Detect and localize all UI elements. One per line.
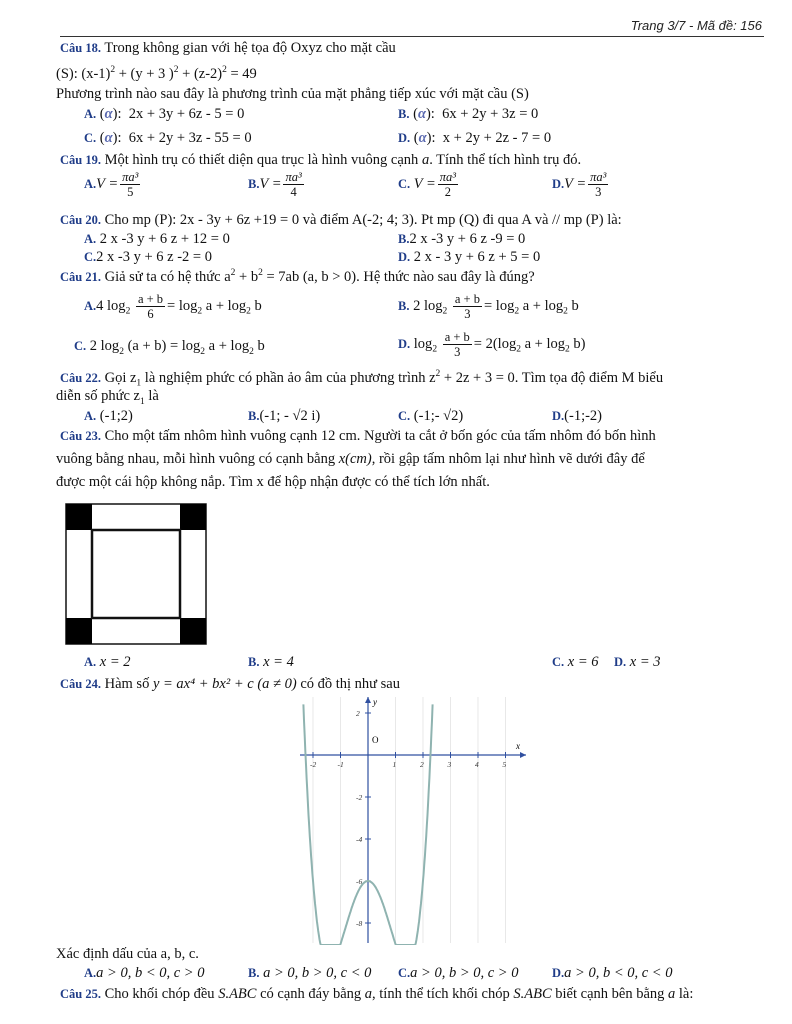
q25-line [60, 986, 693, 1003]
q25-sabc-2: S.ABC [513, 986, 552, 1002]
option-text: x = 2 [99, 654, 131, 670]
q20-number: Câu 20. [60, 213, 101, 227]
option-text: a > 0, b > 0, c > 0 [410, 965, 519, 981]
log-text: b) [569, 335, 586, 352]
q18-eq-part4: = 49 [226, 65, 257, 82]
x-tick-label: 4 [475, 760, 479, 769]
option-text: 2 x -3 y + 6 z -9 = 0 [409, 231, 526, 247]
q23-option-a[interactable] [84, 654, 131, 671]
option-label: A. [84, 107, 97, 121]
q25-number: Câu 25. [60, 987, 101, 1001]
q24-text-b: có đồ thị như sau [300, 676, 400, 692]
q18-option-b[interactable]: B. (α): 6x + 2y + 3z = 0 [398, 106, 539, 122]
log-base: 2 [442, 306, 448, 317]
q24-option-b[interactable] [248, 965, 371, 982]
log-text: b [253, 338, 265, 354]
q19-option-c[interactable] [398, 170, 460, 199]
q21-option-d[interactable] [398, 330, 585, 359]
log-base: 2 [125, 306, 131, 317]
q22-number: Câu 22. [60, 370, 101, 385]
option-label: B. [248, 176, 260, 191]
q22-line2 [56, 388, 159, 407]
frac-den: 2 [444, 185, 452, 199]
option-text: 2 x - 3 y + 6 z + 5 = 0 [413, 249, 541, 265]
q22-sq: 2 [435, 369, 441, 379]
q22-line2-b: là [144, 388, 159, 404]
q24-number: Câu 24. [60, 677, 101, 691]
option-frac [588, 170, 608, 199]
option-label: C. [398, 409, 411, 423]
option-text: 2 x -3 y + 6 z -2 = 0 [96, 249, 212, 265]
frac-num: πa³ [590, 170, 607, 184]
q18-question: Phương trình nào sau đây là phương trình của mặt phẳng tiếp xúc với mặt cầu (S) [56, 86, 529, 102]
log-base: 2 [432, 344, 438, 355]
option-frac [443, 330, 472, 359]
q25-text-e: là: [678, 986, 694, 1002]
corner-cut-top-right [180, 504, 206, 530]
q22-sub: 1 [136, 378, 142, 389]
x-axis-arrow [520, 752, 526, 758]
q23-line1 [60, 428, 656, 445]
q22-text-c: + 2z + 3 = 0. Tìm tọa độ điểm M biểu [440, 369, 664, 386]
option-v: V = [564, 175, 587, 192]
option-label: A. [84, 966, 97, 980]
option-label: A. [84, 232, 97, 246]
q24-text-a: Hàm số [104, 676, 150, 692]
log-text: a + log [520, 335, 565, 352]
q18-sq3: 2 [222, 65, 227, 75]
x-tick-label: 2 [420, 760, 424, 769]
log-text: = log [167, 297, 198, 314]
q18-option-d[interactable]: D. (α): x + 2y + 2z - 7 = 0 [398, 130, 552, 146]
log-base: 2 [200, 346, 206, 357]
option-frac [283, 170, 303, 199]
x-tick-label: -1 [337, 760, 344, 769]
q21-text-c: = 7ab (a, b > 0). Hệ thức nào sau đây là đúng? [262, 268, 535, 285]
q20-option-c[interactable] [84, 249, 212, 266]
option-text: x + 2y + 2z - 7 = 0 [442, 130, 552, 146]
q21-option-c[interactable] [74, 338, 265, 357]
option-text: 2x + 3y + 6z - 5 = 0 [128, 106, 245, 122]
alpha-symbol: α [418, 130, 427, 146]
q23-var: x(cm) [338, 451, 372, 467]
option-label: D. [398, 336, 411, 351]
q24-function: y = ax⁴ + bx² + c (a ≠ 0) [152, 676, 297, 692]
quartic-function-graph [296, 693, 532, 945]
log-text: b [567, 297, 579, 314]
option-frac [136, 292, 165, 321]
q24-option-a[interactable] [84, 965, 204, 982]
option-label: D. [552, 966, 565, 980]
alpha-symbol: α [104, 130, 113, 146]
option-label: B. [248, 966, 260, 980]
q25-sabc: S.ABC [218, 986, 257, 1002]
q19-var: a [421, 152, 430, 168]
q22-text-a: Gọi z [104, 369, 137, 386]
q20-option-b[interactable] [398, 231, 525, 248]
q18-eq-part3: + (z-2) [178, 65, 223, 82]
option-label: C. [84, 250, 97, 264]
frac-den: 6 [147, 307, 154, 321]
x-tick-label: 1 [392, 760, 397, 769]
page-header: Trang 3/7 - Mã đề: 156 [630, 18, 762, 33]
log-base: 2 [514, 306, 520, 317]
q19-line [60, 152, 581, 169]
q19-option-b[interactable] [248, 170, 306, 199]
y-tick-label: 2 [356, 709, 360, 718]
option-frac [438, 170, 458, 199]
frac-num: πa³ [122, 170, 139, 184]
option-text: x = 3 [629, 654, 661, 670]
frac-num: πa³ [439, 170, 457, 184]
header-rule [60, 36, 764, 37]
q18-option-c[interactable]: C. (α): 6x + 2y + 3z - 55 = 0 [84, 130, 252, 146]
log-base: 2 [119, 346, 124, 357]
q20-text: Cho mp (P): 2x - 3y + 6z +19 = 0 và điểm A(-2; 4; 3). Pt mp (Q) đi qua A và // mp (P) là: [104, 212, 622, 228]
q25-text-a: Cho khối chóp đều [104, 986, 215, 1002]
frac-den: 5 [127, 185, 134, 199]
q18-eq-part2: + (y + 3 ) [115, 65, 174, 82]
q18-option-a[interactable]: A. (α): 2x + 3y + 6z - 5 = 0 [84, 106, 245, 122]
q22-option-b[interactable] [248, 408, 320, 425]
corner-cut-bottom-right [180, 618, 206, 644]
option-text: 2 x -3 y + 6 z + 12 = 0 [99, 231, 230, 247]
frac-den: 3 [454, 345, 461, 359]
option-label: D. [398, 131, 411, 145]
q19-number: Câu 19. [60, 153, 101, 167]
x-tick-label: 3 [447, 760, 452, 769]
q20-option-d[interactable] [398, 249, 540, 266]
option-text: (-1;- √2) [413, 408, 464, 424]
alpha-symbol: α [104, 106, 113, 122]
option-label: A. [84, 298, 97, 313]
q22-sub: 1 [139, 396, 145, 407]
log-text: 2 log [413, 297, 443, 314]
option-label: C. [398, 176, 411, 191]
frac-num: a + b [444, 330, 470, 344]
q25-a: a [364, 986, 373, 1002]
log-base: 2 [563, 306, 568, 317]
option-text: x = 4 [263, 654, 294, 670]
q19-option-a[interactable] [84, 170, 142, 199]
frac-num: a + b [454, 292, 480, 306]
option-text: (-1;-2) [564, 408, 602, 424]
q18-sq1: 2 [110, 65, 116, 75]
option-text: 6x + 2y + 3z = 0 [442, 106, 539, 122]
log-text: (a + b) = log [123, 338, 201, 354]
log-text: a + log [205, 338, 250, 354]
option-label: D. [552, 176, 565, 191]
axis-ticks [310, 709, 507, 928]
option-label: A. [84, 655, 97, 669]
y-tick-label: -8 [356, 919, 363, 928]
q21-line [60, 268, 535, 286]
option-frac [453, 292, 482, 321]
x-tick-label: 5 [502, 760, 507, 769]
option-text: (-1;2) [99, 408, 133, 424]
corner-cut-top-left [66, 504, 92, 530]
q18-eq-part1: (S): (x-1) [56, 65, 111, 82]
option-label: D. [552, 409, 565, 423]
log-base: 2 [249, 346, 254, 357]
option-label: D. [398, 250, 411, 264]
frac-num: πa³ [285, 170, 302, 184]
q23-text2b: , rồi gập tấm nhôm lại như hình vẽ dưới đây để [371, 451, 645, 467]
q18-line1 [60, 40, 396, 57]
option-text: a > 0, b < 0, c > 0 [96, 965, 205, 981]
q22-line2-a: diễn số phức z [56, 388, 140, 404]
q23-line3: được một cái hộp không nắp. Tìm x để hộp nhận được có thể tích lớn nhất. [56, 474, 490, 490]
option-label: B. [248, 655, 260, 669]
origin-label: O [372, 735, 379, 745]
log-text: = 2(log [473, 335, 517, 352]
q19-option-d[interactable] [552, 170, 610, 199]
y-tick-label: -6 [356, 877, 363, 886]
log-base: 2 [197, 306, 203, 317]
log-text: b [250, 297, 262, 314]
q25-text-d: biết cạnh bên bằng [555, 986, 665, 1002]
q23-option-b[interactable] [248, 654, 294, 671]
option-label: C. [74, 339, 87, 353]
q21-sq1: 2 [230, 268, 236, 278]
log-text: a + log [202, 297, 247, 314]
q21-text-a: Giả sử ta có hệ thức a [104, 268, 231, 285]
frac-den: 3 [464, 307, 471, 321]
x-tick-label: -2 [310, 760, 317, 769]
option-label: B. [398, 107, 410, 121]
option-label: C. [84, 131, 97, 145]
q19-text2: . Tính thể tích hình trụ đó. [429, 152, 582, 168]
y-axis-label: y [373, 697, 377, 707]
y-tick-label: -2 [356, 793, 363, 802]
q22-line1 [60, 369, 663, 389]
q21-option-b[interactable] [398, 292, 579, 321]
option-label: A. [84, 176, 97, 191]
q24-prompt: Xác định dấu của a, b, c. [56, 946, 199, 962]
q18-number: Câu 18. [60, 41, 101, 55]
frac-den: 3 [595, 185, 602, 199]
q19-text: Một hình trụ có thiết diện qua trục là hình vuông cạnh [104, 152, 419, 168]
q23-option-d[interactable] [614, 654, 661, 671]
q24-option-c[interactable] [398, 965, 518, 982]
log-base: 2 [516, 344, 521, 355]
option-text: 6x + 2y + 3z - 55 = 0 [128, 130, 252, 146]
q22-text-b: là nghiệm phức có phần ảo âm của phương trình z [141, 369, 436, 386]
option-text: a > 0, b < 0, c < 0 [564, 965, 673, 981]
q18-text: Trong không gian với hệ tọa độ Oxyz cho mặt cầu [104, 40, 396, 56]
q21-option-a[interactable] [84, 292, 262, 321]
corner-cut-bottom-left [66, 618, 92, 644]
q20-option-a[interactable] [84, 231, 230, 248]
graph-grid [313, 697, 506, 943]
option-v: V = [413, 175, 436, 192]
option-v: V = [96, 175, 119, 192]
q25-text-b: có cạnh đáy bằng [260, 986, 362, 1002]
frac-num: a + b [137, 292, 164, 306]
q18-sq2: 2 [173, 65, 179, 75]
x-axis-label: x [516, 741, 520, 751]
log-text: 2 log [89, 338, 120, 354]
q21-text-b: + b [235, 268, 259, 285]
log-text: a + log [519, 297, 564, 314]
option-frac [120, 170, 140, 199]
option-label: C. [552, 655, 565, 669]
q18-sphere-eq [56, 65, 257, 83]
log-base: 2 [246, 306, 251, 317]
option-text: x = 6 [567, 654, 599, 670]
q23-text1: Cho một tấm nhôm hình vuông cạnh 12 cm. Người ta cắt ở bốn góc của tấm nhôm đó bốn hình [104, 428, 656, 444]
option-label: B. [398, 298, 410, 313]
q22-option-c[interactable] [398, 408, 463, 425]
q25-text-c: , tính thể tích khối chóp [372, 986, 510, 1002]
log-text: log [413, 335, 433, 352]
y-axis-arrow [365, 697, 371, 703]
q23-number: Câu 23. [60, 429, 101, 443]
option-label: B. [248, 409, 260, 423]
alpha-symbol: α [417, 106, 426, 122]
q24-line [60, 676, 400, 693]
q21-sq2: 2 [258, 268, 263, 278]
q20-line [60, 212, 622, 229]
option-text: a > 0, b > 0, c < 0 [263, 965, 372, 981]
option-label: B. [398, 232, 410, 246]
option-v: V = [259, 175, 282, 192]
frac-den: 4 [290, 185, 297, 199]
option-label: A. [84, 409, 97, 423]
option-label: C. [398, 966, 411, 980]
y-tick-label: -4 [356, 835, 363, 844]
log-text: = log [483, 297, 515, 314]
q23-text2a: vuông bằng nhau, mỗi hình vuông có cạnh bằng [56, 451, 336, 467]
log-base: 2 [565, 344, 570, 355]
q25-a-2: a [668, 986, 676, 1002]
q22-option-d[interactable] [552, 408, 602, 425]
q21-number: Câu 21. [60, 269, 101, 284]
log-text: 4 log [96, 297, 126, 314]
q23-line2 [56, 451, 645, 468]
option-text: (-1; - √2 i) [259, 408, 321, 424]
q24-option-d[interactable] [552, 965, 672, 982]
q22-option-a[interactable] [84, 408, 133, 425]
q23-option-c[interactable] [552, 654, 599, 671]
option-label: D. [614, 655, 627, 669]
aluminum-sheet-figure [65, 503, 207, 645]
